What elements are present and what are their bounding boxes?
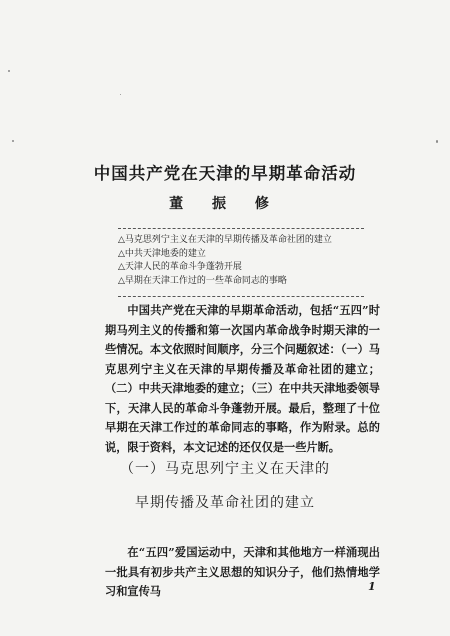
scan-speck [436, 140, 438, 143]
section-title-line1: （一）马克思列宁主义在天津的 [120, 461, 330, 477]
scan-speck [120, 94, 121, 95]
section-title-line2: 早期传播及革命社团的建立 [135, 495, 315, 511]
page-number: 1 [368, 580, 376, 593]
table-of-contents [118, 228, 364, 297]
intro-paragraph: 中国共产党在天津的早期革命活动，包括“五四”时期马列主义的传播和第一次国内革命战争时期天津的一些情况。本文依照时间顺序，分三个问题叙述：（一）马克思列宁主义在天津的早期传播及革命社团的建立；（二）中共天津地委的建立；（三）在中共天津地委领导下，天津人民的革命斗争蓬勃开展。最后，整理了十位早期在天津工作过的革命同志的事略，作为附录。总的说，限于资料，本文记述的还仅仅是一些片断。 [105, 303, 380, 454]
toc-item: △中共天津地委的建立 [118, 248, 206, 259]
section-paragraph: 在“五四”爱国运动中，天津和其他地方一样涌现出一批具有初步共产主义思想的知识分子，他们热情地学习和宣传马 [105, 545, 380, 598]
article-title: 中国共产党在天津的早期革命活动 [93, 164, 357, 183]
toc-item: △马克思列宁主义在天津的早期传播及革命社团的建立 [118, 235, 332, 245]
scan-speck [12, 140, 14, 142]
article-author: 董 振 修 [169, 196, 281, 212]
scan-speck [8, 70, 10, 72]
toc-item: △天津人民的革命斗争蓬勃开展 [118, 262, 242, 272]
toc-item: △早期在天津工作过的一些革命同志的事略 [118, 275, 287, 286]
